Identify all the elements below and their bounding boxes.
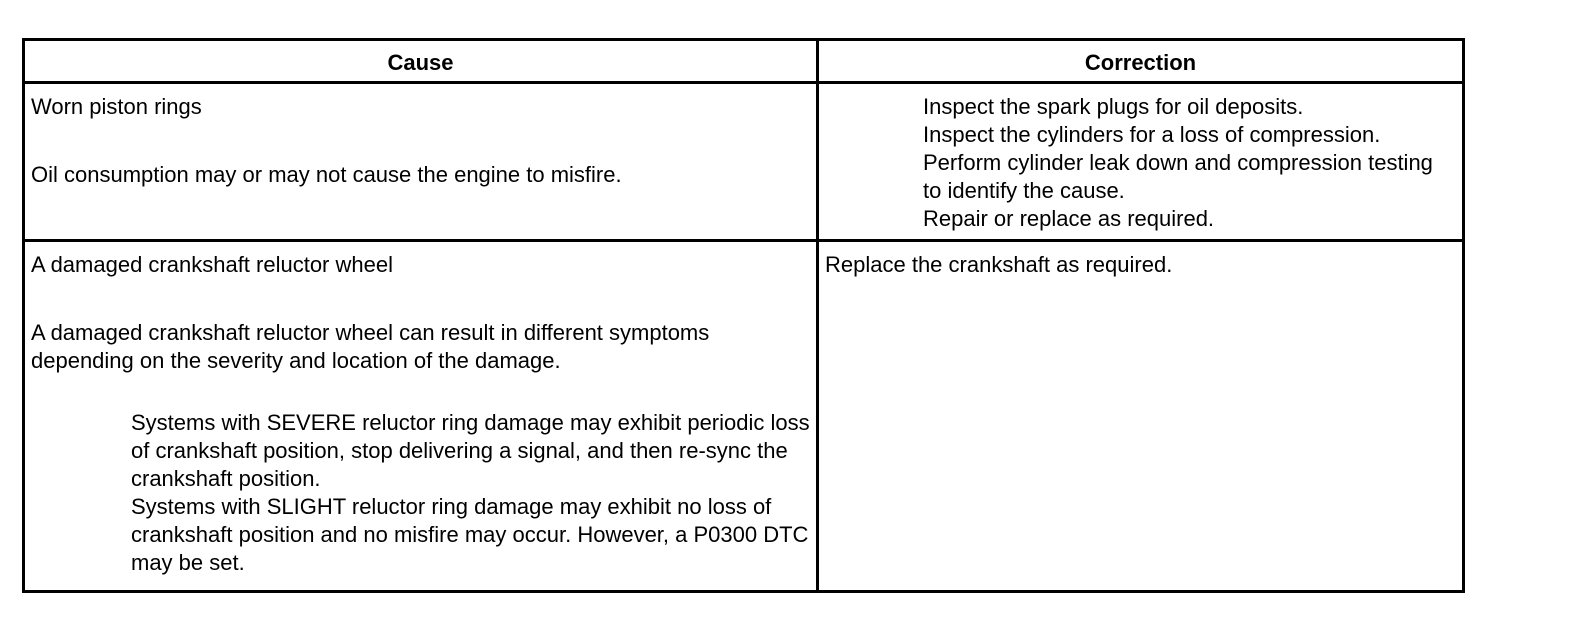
- table-header-row: [24, 40, 1464, 83]
- correction-text: Replace the crankshaft as required.: [825, 252, 1173, 277]
- correction-column-header: Correction: [818, 40, 1464, 83]
- list-item: Perform cylinder leak down and compression testing to identify the cause.: [923, 150, 1433, 203]
- cause-correction-table: [22, 38, 1465, 593]
- correction-list: [825, 93, 1456, 233]
- spacer: [31, 279, 810, 319]
- list-item: Systems with SEVERE reluctor ring damage may exhibit periodic loss of crankshaft position, stop delivering a signal, and then re-sync the crankshaft position.: [131, 410, 810, 491]
- cause-column-header: Cause: [24, 40, 818, 83]
- list-item: Systems with SLIGHT reluctor ring damage may exhibit no loss of crankshaft position and no misfire may occur. However, a P0300 DTC may be set.: [131, 494, 809, 575]
- list-item: Inspect the cylinders for a loss of compression.: [923, 122, 1381, 147]
- cause-title: A damaged crankshaft reluctor wheel: [31, 252, 393, 277]
- cause-title: Worn piston rings: [31, 94, 202, 119]
- correction-cell: [818, 241, 1464, 592]
- cause-note: Oil consumption may or may not cause the engine to misfire.: [31, 162, 622, 187]
- table-row: [24, 83, 1464, 241]
- table-row: [24, 241, 1464, 592]
- list-item: Inspect the spark plugs for oil deposits.: [923, 94, 1304, 119]
- cause-note: A damaged crankshaft reluctor wheel can result in different symptoms depending on the severity and location of the damage.: [31, 320, 710, 373]
- correction-cell: [818, 83, 1464, 241]
- cause-cell: [24, 83, 818, 241]
- cause-cell: [24, 241, 818, 592]
- cause-detail-list: [31, 409, 810, 577]
- spacer: [31, 375, 810, 409]
- list-item: Repair or replace as required.: [923, 206, 1215, 231]
- spacer: [31, 121, 810, 161]
